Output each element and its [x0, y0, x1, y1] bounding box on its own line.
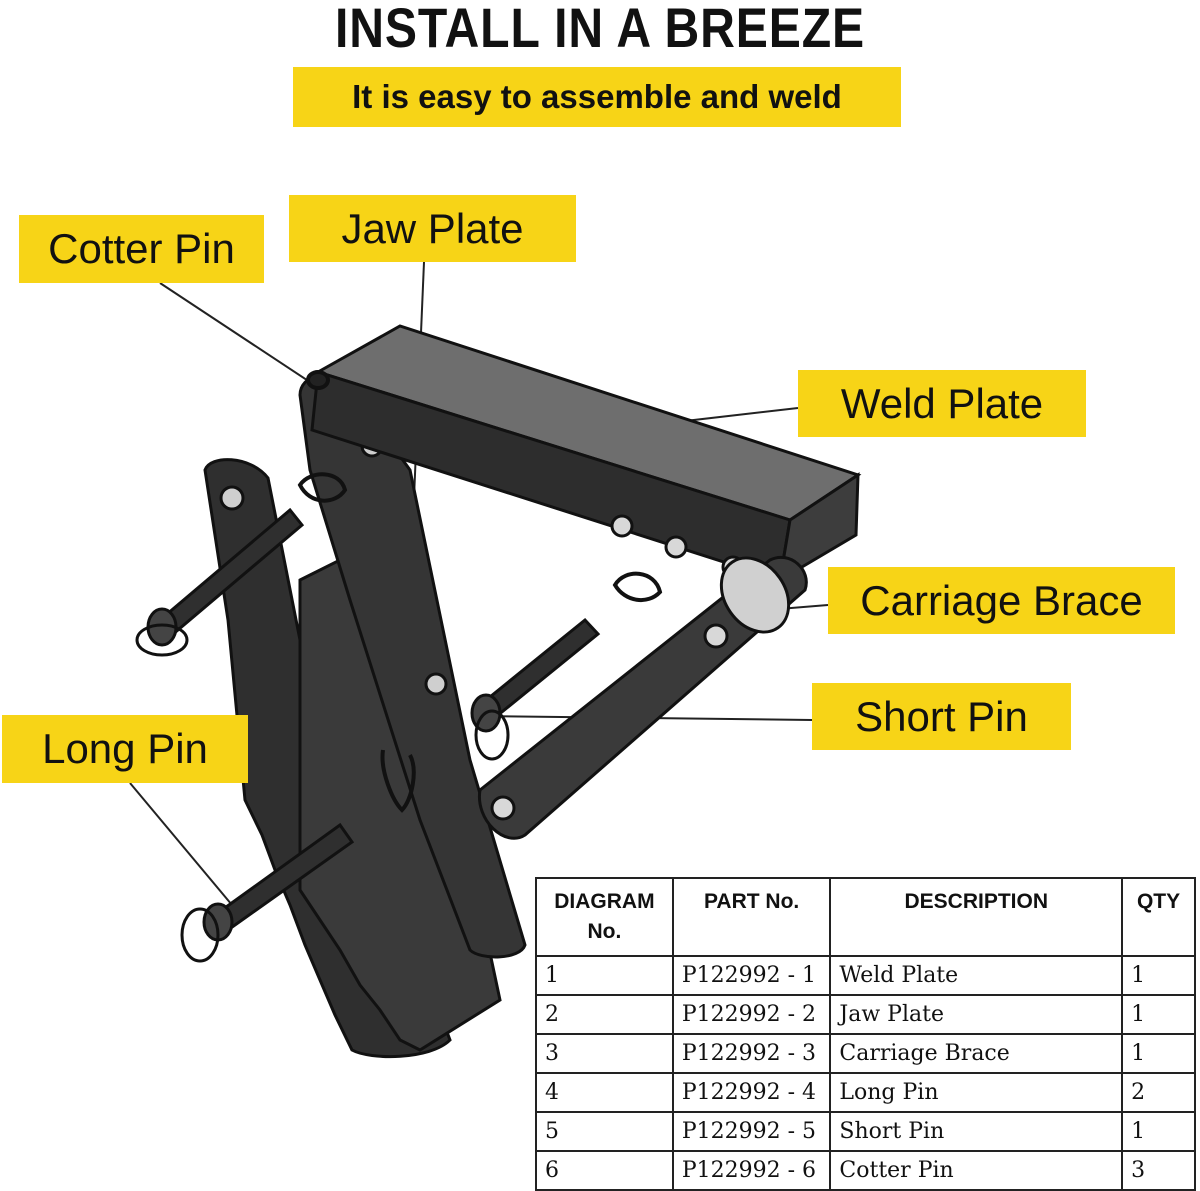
cell-qty: 1: [1122, 995, 1195, 1034]
header-diagram-no: DIAGRAM No.: [536, 878, 673, 956]
table-row: [536, 1073, 1195, 1112]
cell-qty: 1: [1122, 956, 1195, 995]
parts-table-header-row: [536, 878, 1195, 956]
cell-description: Long Pin: [830, 1073, 1122, 1112]
callout-short-pin: Short Pin: [812, 683, 1071, 750]
table-row: [536, 1112, 1195, 1151]
subtitle-banner: It is easy to assemble and weld: [293, 67, 901, 127]
callout-cotter-pin: Cotter Pin: [19, 215, 264, 283]
table-row: [536, 995, 1195, 1034]
cell-part-no: P122992 - 2: [673, 995, 831, 1034]
callout-weld-plate: Weld Plate: [798, 370, 1086, 437]
parts-table: [535, 877, 1196, 1191]
cell-qty: 3: [1122, 1151, 1195, 1190]
cell-diagram-no: 3: [536, 1034, 673, 1073]
cell-diagram-no: 5: [536, 1112, 673, 1151]
cell-diagram-no: 2: [536, 995, 673, 1034]
callout-jaw-plate: Jaw Plate: [289, 195, 576, 262]
table-row: [536, 1034, 1195, 1073]
header-description: DESCRIPTION: [830, 878, 1122, 956]
cell-description: Jaw Plate: [830, 995, 1122, 1034]
header-qty: QTY: [1122, 878, 1195, 956]
leader-long-pin: [130, 783, 232, 905]
cell-description: Cotter Pin: [830, 1151, 1122, 1190]
leader-cotter-pin: [160, 283, 322, 390]
page-title: INSTALL IN A BREEZE: [334, 0, 866, 59]
cell-diagram-no: 6: [536, 1151, 673, 1190]
cell-description: Carriage Brace: [830, 1034, 1122, 1073]
callout-carriage-brace: Carriage Brace: [828, 567, 1175, 634]
header-part-no: PART No.: [673, 878, 831, 956]
cell-part-no: P122992 - 5: [673, 1112, 831, 1151]
cell-diagram-no: 1: [536, 956, 673, 995]
cell-part-no: P122992 - 6: [673, 1151, 831, 1190]
cell-qty: 2: [1122, 1073, 1195, 1112]
cell-description: Weld Plate: [830, 956, 1122, 995]
cell-qty: 1: [1122, 1112, 1195, 1151]
cell-part-no: P122992 - 4: [673, 1073, 831, 1112]
table-row: [536, 956, 1195, 995]
callout-long-pin: Long Pin: [2, 715, 248, 783]
cell-part-no: P122992 - 3: [673, 1034, 831, 1073]
table-row: [536, 1151, 1195, 1190]
cell-part-no: P122992 - 1: [673, 956, 831, 995]
cell-diagram-no: 4: [536, 1073, 673, 1112]
cell-qty: 1: [1122, 1034, 1195, 1073]
cell-description: Short Pin: [830, 1112, 1122, 1151]
